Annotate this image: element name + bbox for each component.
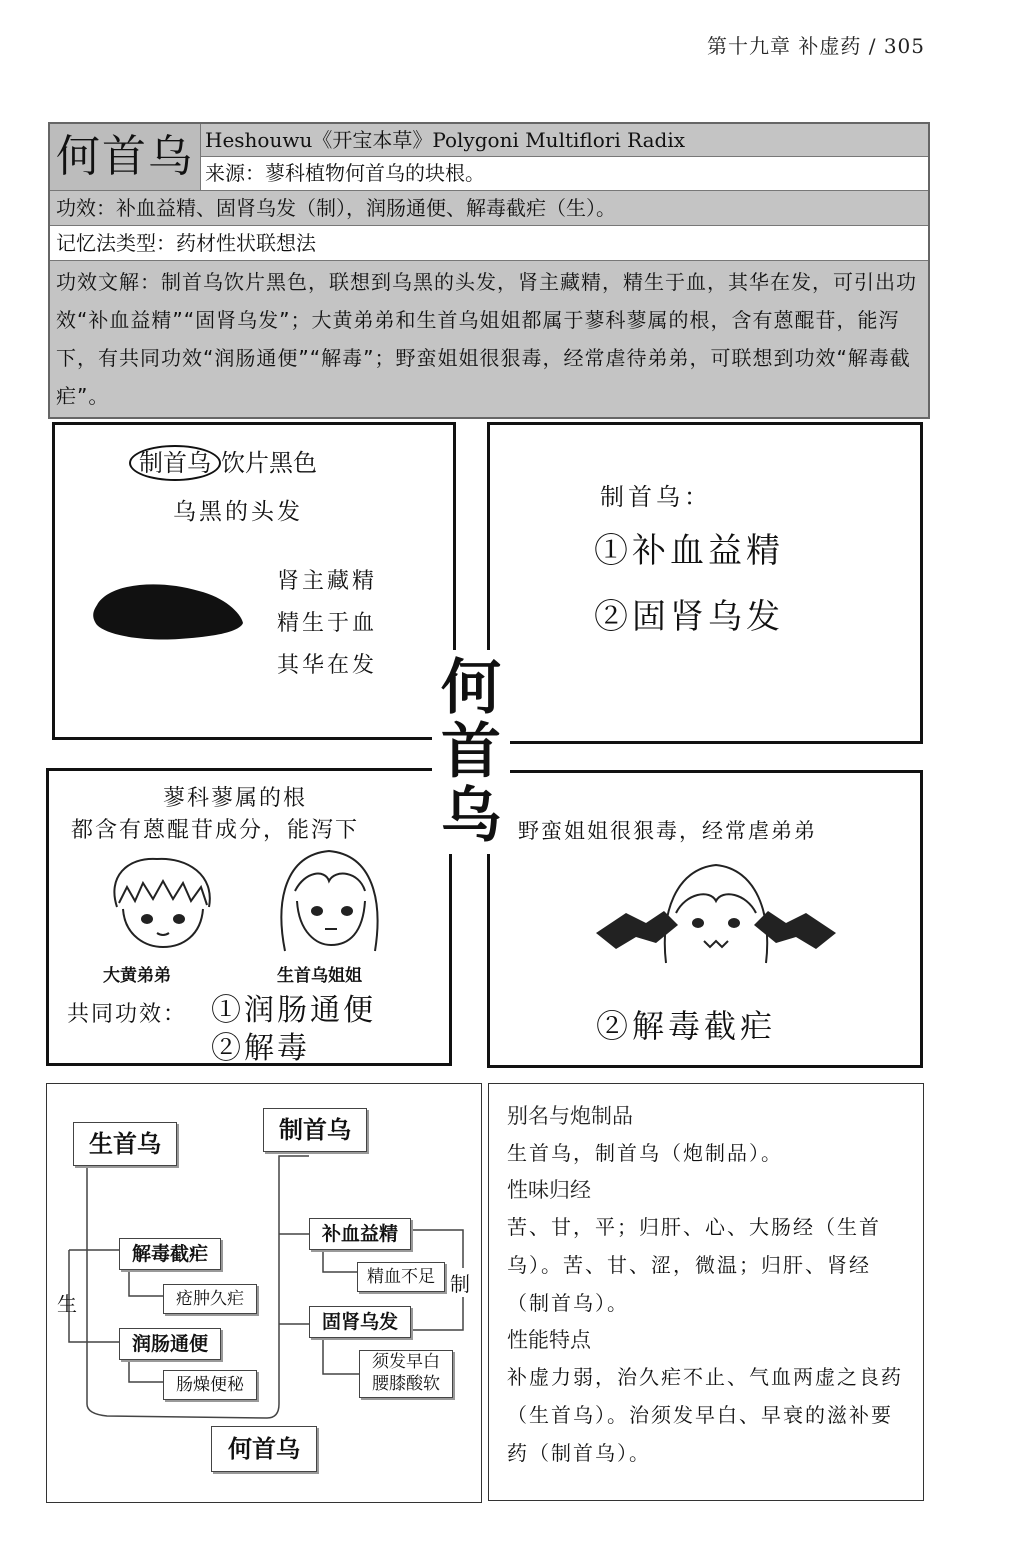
nature-title: 性味归经 bbox=[507, 1178, 591, 1202]
panel3-item-2: ②解毒 bbox=[211, 1031, 310, 1066]
alias-body: 生首乌，制首乌（炮制品）。 bbox=[507, 1141, 783, 1165]
panel3-item-1: ①润肠通便 bbox=[211, 993, 376, 1028]
bat-girl-character bbox=[586, 853, 846, 983]
feature-title: 性能特点 bbox=[507, 1328, 591, 1352]
memory-type-line: 记忆法类型：药材性状联想法 bbox=[50, 226, 928, 261]
panel4-item: ②解毒截疟 bbox=[596, 1007, 777, 1045]
panel1-line2: 乌黑的头发 bbox=[173, 499, 303, 525]
center-title bbox=[432, 650, 510, 854]
efficacy-line: 功效：补血益精、固肾乌发（制），润肠通便、解毒截疟（生）。 bbox=[50, 191, 928, 226]
mindmap-raw: 生首乌 bbox=[73, 1122, 177, 1166]
girl-character bbox=[265, 841, 395, 961]
center-title-char-2: 首 bbox=[441, 717, 501, 787]
notes-panel bbox=[488, 1083, 924, 1501]
mindmap-proc-effect-2: 固肾乌发 bbox=[309, 1306, 411, 1338]
panel2-item-2: ②固肾乌发 bbox=[594, 597, 784, 637]
comic-panel-2 bbox=[487, 422, 923, 744]
mindmap-raw-effect-2: 润肠通便 bbox=[119, 1328, 221, 1360]
panel1-right-1: 肾主藏精 bbox=[277, 569, 378, 594]
center-title-char-3: 乌 bbox=[441, 781, 501, 851]
center-title-char-1: 何 bbox=[441, 653, 501, 723]
mindmap-raw-sub-1: 疮肿久疟 bbox=[163, 1284, 257, 1314]
mindmap-processed: 制首乌 bbox=[263, 1108, 367, 1152]
mindmap-proc-effect-1: 补血益精 bbox=[309, 1218, 411, 1250]
char-left-label: 大黄弟弟 bbox=[103, 966, 171, 986]
boy-character bbox=[97, 847, 227, 957]
herb-name: 何首乌 bbox=[50, 124, 201, 190]
panel2-item-1: ①补血益精 bbox=[594, 531, 784, 571]
panel1-line1: 饮片黑色 bbox=[221, 449, 317, 477]
panel4-line1: 野蛮姐姐很狠毒，经常虐弟弟 bbox=[518, 819, 817, 843]
entry-header bbox=[50, 124, 928, 191]
source-line: 来源：蓼科植物何首乌的块根。 bbox=[205, 161, 485, 185]
black-slice-image bbox=[89, 575, 249, 645]
comic-panel-4 bbox=[487, 770, 923, 1068]
latin-name: Heshouwu《开宝本草》Polygoni Multiflori Radix bbox=[201, 124, 928, 157]
mindmap-proc-sub-1: 精血不足 bbox=[357, 1262, 445, 1292]
panel1-right-2: 精生于血 bbox=[277, 611, 378, 636]
panel1-right-3: 其华在发 bbox=[277, 653, 378, 678]
feature-body: 补虚力弱，治久疟不止、气血两虚之良药（生首乌）。治须发早白、早衰的滋补要药（制首乌）。 bbox=[507, 1365, 903, 1465]
entry-table bbox=[48, 122, 930, 419]
panel3-line2: 都含有蒽醌苷成分，能泻下 bbox=[71, 818, 360, 843]
common-label: 共同功效： bbox=[67, 1002, 188, 1027]
panel2-label: 制首乌： bbox=[600, 483, 712, 511]
comic-panel-3 bbox=[46, 768, 452, 1066]
circled-label: 制首乌 bbox=[129, 445, 221, 481]
mindmap-raw-sub-2: 肠燥便秘 bbox=[163, 1370, 257, 1400]
mindmap-processed-side: 制 bbox=[450, 1268, 470, 1297]
explanation-text: 功效文解：制首乌饮片黑色，联想到乌黑的头发，肾主藏精，精生于血，其华在发，可引出功效“补血益精”“固肾乌发”；大黄弟弟和生首乌姐姐都属于蓼科蓼属的根，含有蒽醌苷，能泻下，有共同功效“润肠通便”“解毒”；野蛮姐姐很狠毒，经常虐待弟弟，可联想到功效“解毒截疟”。 bbox=[50, 261, 928, 417]
comic-panel-1 bbox=[52, 422, 456, 740]
mindmap-panel bbox=[46, 1083, 482, 1503]
mindmap-raw-effect-1: 解毒截疟 bbox=[119, 1238, 221, 1270]
nature-body: 苦、甘，平；归肝、心、大肠经（生首乌）。苦、甘、涩，微温；归肝、肾经（制首乌）。 bbox=[507, 1215, 881, 1315]
panel3-line1: 蓼科蓼属的根 bbox=[163, 786, 308, 811]
alias-title: 别名与炮制品 bbox=[507, 1104, 633, 1128]
char-right-label: 生首乌姐姐 bbox=[277, 966, 362, 986]
mindmap-proc-sub-2: 须发早白 腰膝酸软 bbox=[359, 1350, 453, 1398]
mindmap-raw-side: 生 bbox=[57, 1292, 77, 1316]
mindmap-root: 何首乌 bbox=[211, 1426, 317, 1472]
running-head: 第十九章 补虚药 / 305 bbox=[707, 34, 925, 58]
